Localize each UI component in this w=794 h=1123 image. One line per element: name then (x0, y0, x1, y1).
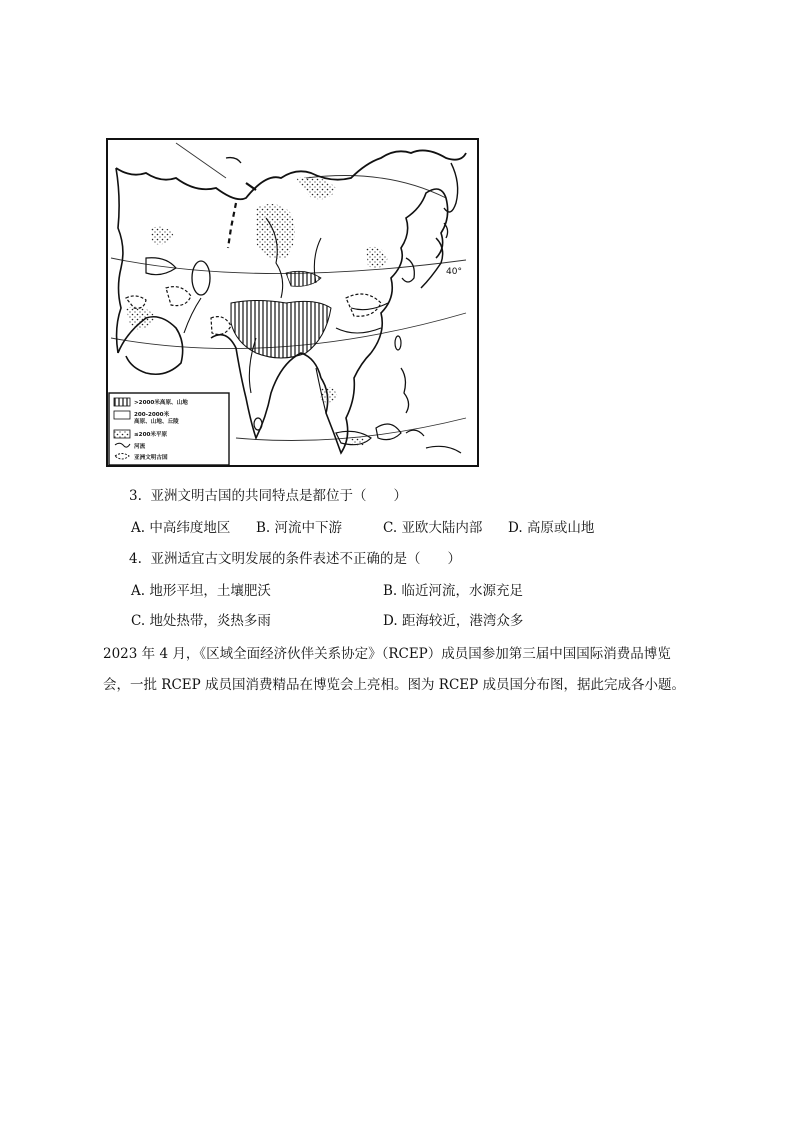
question-3-option-c[interactable]: C. 亚欧大陆内部 (383, 520, 483, 536)
question-4-option-c[interactable]: C. 地处热带，炎热多雨 (131, 613, 271, 629)
passage-line-2: 会，一批 RCEP 成员国消费精品在博览会上亮相。图为 RCEP 成员国分布图，据此完成各小题。 (103, 677, 686, 693)
legend-civilization: 亚洲文明古国 (134, 455, 168, 461)
legend-plateau-high: >2000米高原、山地 (134, 400, 188, 406)
question-number: 4. (129, 551, 142, 567)
question-4-option-b[interactable]: B. 临近河流，水源充足 (383, 583, 524, 599)
question-4-option-d[interactable]: D. 距海较近，港湾众多 (383, 613, 524, 629)
question-text: 亚洲文明古国的共同特点是都位于（ ） (150, 488, 407, 504)
legend-plain: ≤200米平原 (134, 432, 168, 438)
question-4-option-a[interactable]: A. 地形平坦，土壤肥沃 (131, 583, 271, 599)
question-3-option-a[interactable]: A. 中高纬度地区 (131, 520, 231, 536)
question-text: 亚洲适宜古文明发展的条件表述不正确的是（ ） (150, 551, 461, 567)
legend-river: 河流 (134, 444, 146, 450)
map-legend (109, 393, 229, 465)
legend-mid-elevation: 200-2000米 (134, 412, 170, 418)
asia-terrain-map (106, 138, 479, 468)
latitude-label: 40° (446, 267, 462, 277)
passage-line-1: 2023 年 4 月，《区域全面经济伙伴关系协定》（RCEP）成员国参加第三届中国国际消费品博览 (103, 646, 671, 662)
question-3-stem (129, 488, 407, 504)
question-3-option-d[interactable]: D. 高原或山地 (508, 520, 595, 536)
question-number: 3. (129, 488, 142, 504)
asia-map-svg (106, 138, 479, 468)
legend-mid-elevation-types: 高原、山地、丘陵 (134, 419, 179, 425)
question-4-stem (129, 551, 461, 567)
question-3-option-b[interactable]: B. 河流中下游 (256, 520, 343, 536)
